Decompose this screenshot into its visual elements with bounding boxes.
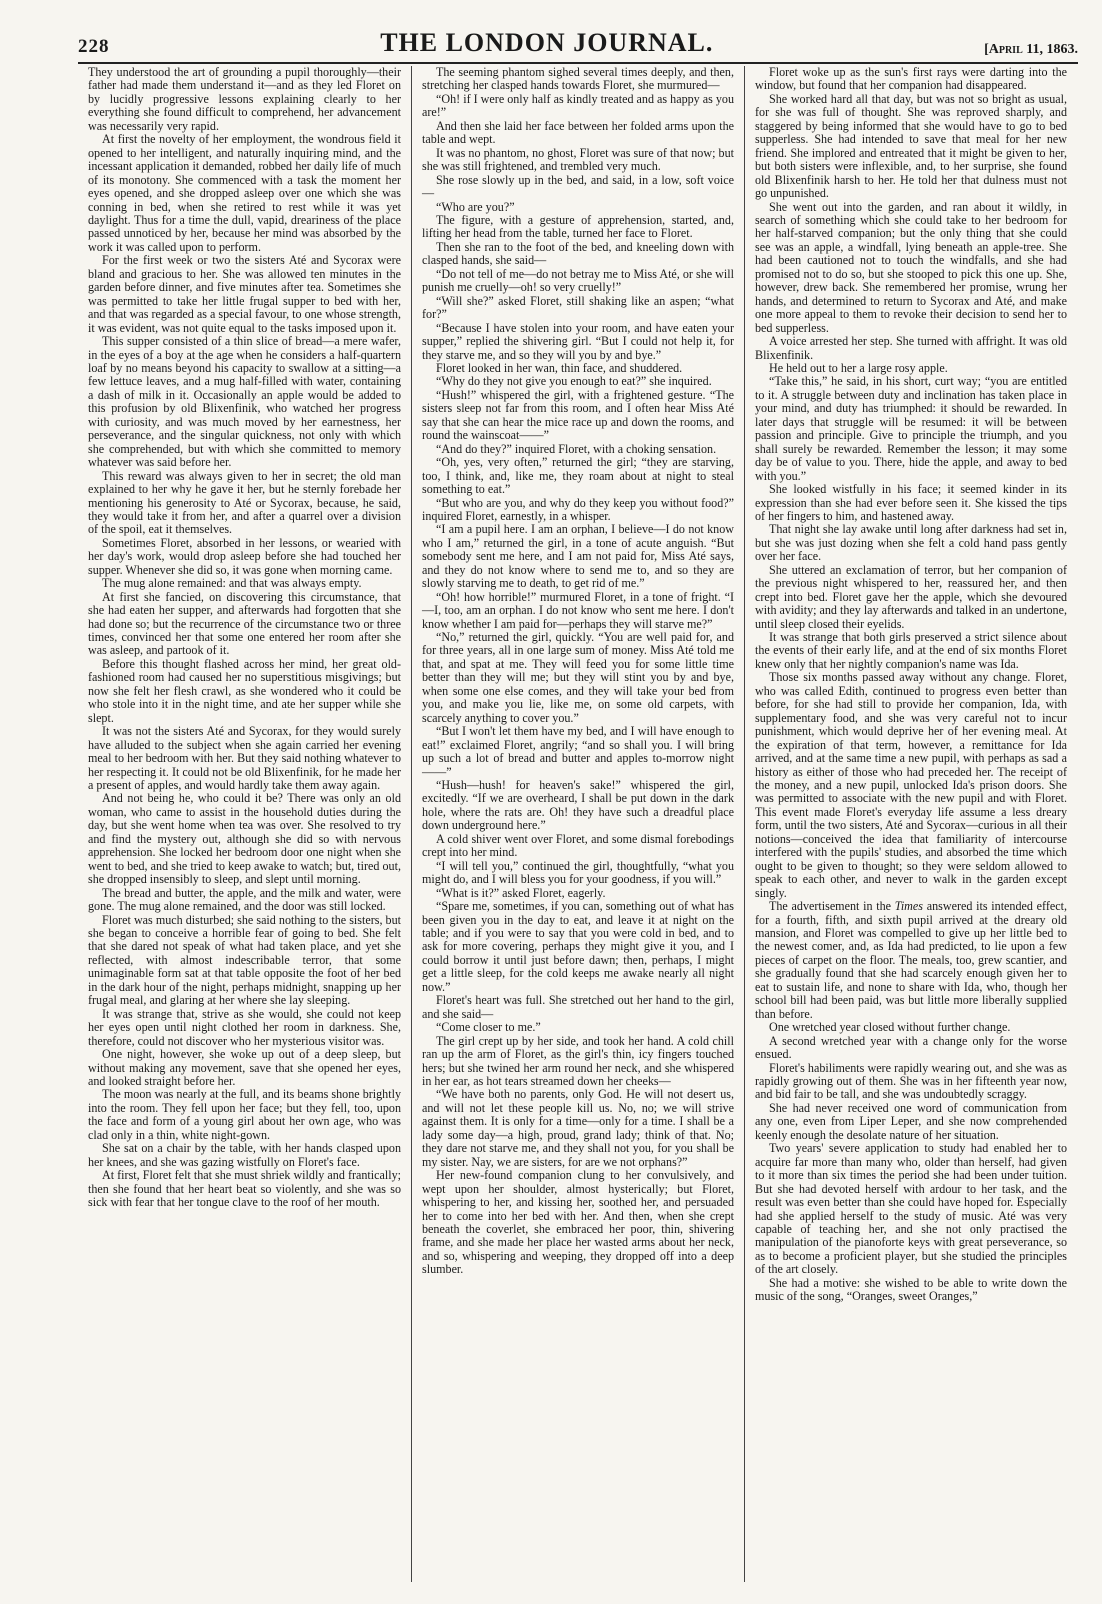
paragraph: For the first week or two the sisters Até and Sycorax were bland and gracious to her. She was allowed ten minutes in the garden before dinner, and five minutes after tea. Sometimes she was permitted to take her little frugal supper to bed with her, and that was regarded as a special favour, to one whose strength, it was evident, was not quite equal to the tasks imposed upon it. xyxy=(88,253,401,335)
paragraph: He held out to her a large rosy apple. xyxy=(769,360,948,375)
paragraph: Those six months passed away without any change. Floret, who was called Edith, continued to progress even better than before, for she had still to provide her companion, Ida, with supplementary food, and she was very careful not to incur punishment, which would deprive her of her evening meal. At the expiration of that term, however, a remittance for Ida arrived, and at the same time a new pupil, with perhaps as sad a history as either of those who had preceded her. The receipt of the money, and a new pupil, unlocked Ida's prison doors. She was permitted to associate with the new pupil and with Floret. This event made Floret's everyday life assume a less dreary form, until the two sisters, Até and Sycorax—curious in all their notions—conceived the idea that familiarity of intercourse interfered with the pupils' studies, and absorbed the time which ought to be given to thought; so they were seldom allowed to speak to each other, and never to walk in the garden except singly. xyxy=(755,670,1067,900)
journal-title: THE LONDON JOURNAL. xyxy=(380,28,714,57)
paragraph: At first, Floret felt that she must shriek wildly and frantically; then she found that her heart beat so violently, and she was so sick with fear that her tongue clave to the roof of her mouth. xyxy=(88,1168,401,1210)
paragraph: Floret's habiliments were rapidly wearing out, and she was as rapidly growing out of them. She was in her fifteenth year now, and bid fair to be tall, and she was undoubtedly scraggy. xyxy=(755,1060,1067,1102)
paragraph: A second wretched year with a change only for the worse ensued. xyxy=(755,1033,1067,1062)
paragraph: She had never received one word of communication from any one, even from Liper Leper, and she now comprehended keenly enough the desolate nature of her situation. xyxy=(755,1100,1067,1142)
paragraph: Floret was much disturbed; she said nothing to the sisters, but she began to conceive a horrible fear of going to bed. She felt that she dared not speak of what had taken place, and yet she reflected, with almost indescribable terror, that some unimaginable form sat at that table opposite the foot of her bed in the dark hour of the night, perhaps midnight, snapping up her frugal meal, and glaring at her where she lay sleeping. xyxy=(88,912,401,1008)
paragraph: “Do not tell of me—do not betray me to Miss Até, or she will punish me cruelly—oh! so very cruelly!” xyxy=(422,266,734,295)
article-columns xyxy=(78,66,1078,1582)
paragraph: She rose slowly up in the bed, and said, in a low, soft voice— xyxy=(422,172,734,201)
page-header xyxy=(78,30,1078,58)
paragraph: A voice arrested her step. She turned with affright. It was old Blixenfinik. xyxy=(755,334,1067,362)
paragraph: It was strange that both girls preserved a strict silence about the events of their early life, and at the end of six months Floret knew only that her nightly companion's name was Ida. xyxy=(755,630,1067,671)
paragraph: It was no phantom, no ghost, Floret was sure of that now; but she was still frightened, and trembled very much. xyxy=(422,145,734,174)
paragraph: “Hush—hush! for heaven's sake!” whispered the girl, excitedly. “If we are overheard, I shall be put down in the dark hole, where the rats are. Oh! they have such a dreadful place down underground here.” xyxy=(422,778,734,833)
paragraph: “Oh! if I were only half as kindly treated and as happy as you are!” xyxy=(422,91,734,120)
paragraph: “Why do they not give you enough to eat?” she inquired. xyxy=(436,374,712,389)
paragraph: At first the novelty of her employment, the wondrous field it opened to her intelligent, and naturally inquiring mind, and the incessant application it demanded, robbed her daily life of much of its monotony. She commenced with a task the moment her eyes opened, and she dropped asleep over one which she was conning in bed, when she retired to rest while it was yet daylight. Thus for a time the dull, vapid, dreariness of the place passed unnoticed by her, because her mind was absorbed by the work it was called upon to perform. xyxy=(88,132,401,254)
paragraph: They understood the art of grounding a pupil thoroughly—their father had made them understand it—and as they led Floret on by lucidly progressive lessons explaining clearly to her everything she found difficult to comprehend, her advancement was necessarily very rapid. xyxy=(88,66,401,133)
paragraph: “I am a pupil here. I am an orphan, I believe—I do not know who I am,” returned the girl, in a tone of acute anguish. “But somebody sent me here, and I am not paid for, Miss Até says, and they do not know where to send me to, and so they are slowly starving me to death, to get rid of me.” xyxy=(422,522,734,591)
paragraph: The girl crept up by her side, and took her hand. A cold chill ran up the arm of Floret, as the girl's thin, icy fingers touched hers; but she twined her arm round her neck, and she whispered in her ear, as hot tears streamed down her cheeks— xyxy=(422,1033,734,1088)
paragraph: At first she fancied, on discovering this circumstance, that she had eaten her supper, and afterwards had forgotten that she had done so; but the recurrence of the circumstance two or three times, convinced her that some one entered her room after she was asleep, and partook of it. xyxy=(88,589,401,658)
paragraph: Floret looked in her wan, thin face, and shuddered. xyxy=(436,360,683,375)
paragraph: One night, however, she woke up out of a deep sleep, but without making any movement, save that she opened her eyes, and looked straight before her. xyxy=(88,1047,401,1088)
paragraph: She looked wistfully in his face; it seemed kinder in its expression than she had ever before seen it. She kissed the tips of her fingers to him, and hastened away. xyxy=(755,482,1067,523)
header-rule xyxy=(78,62,1078,64)
paragraph: “We have both no parents, only God. He will not desert us, and will not let these people kill us. No, no; we will strive against them. It is only for a time—only for a time. I shall be a lady some day—a high, proud, grand lady; think of that. No; they dare not starve me, and they shall not you, for you shall be my sister. Nay, we are sisters, for are we not orphans?” xyxy=(422,1087,734,1169)
paragraph: Then she ran to the foot of the bed, and kneeling down with clasped hands, she said— xyxy=(422,239,734,268)
paragraph: “Will she?” asked Floret, still shaking like an aspen; “what for?” xyxy=(422,293,734,322)
paragraph: Two years' severe application to study had enabled her to acquire far more than many who, older than herself, had given to it more than six times the period she had been under tuition. But she had devoted herself with ardour to her task, and the result was even better than she could have hoped for. Especially had she applied herself to the study of music. Até was very capable of teaching her, and she not only practised the manipulation of the pianoforte keys with great perseverance, so as to become a proficient player, but she studied the principles of the art closely. xyxy=(755,1141,1067,1277)
paragraph: Floret woke up as the sun's first rays were darting into the window, but found that her companion had disappeared. xyxy=(755,66,1067,93)
paragraph: It was strange that, strive as she would, she could not keep her eyes open until night clothed her room in darkness. She, therefore, could not discover who her mysterious visitor was. xyxy=(88,1006,401,1048)
paragraph: “Take this,” he said, in his short, curt way; “you are entitled to it. A struggle between duty and inclination has taken place in your mind, and duty has triumphed: it should be rewarded. In later days that struggle will be resumed: it will be between passion and principle. Give to principle the triumph, and you shall surely be rewarded. Remember the lesson; it may some day be of value to you. There, hide the apple, and away to bed with you.” xyxy=(755,374,1067,483)
paragraph: She had a motive: she wished to be able to write down the music of the song, “Oranges, sweet Oranges,” xyxy=(755,1275,1067,1304)
paragraph: The moon was nearly at the full, and its beams shone brightly into the room. They fell upon her face; but they fell, too, upon the face and form of a young girl about her own age, who was clad only in a thin, white night-gown. xyxy=(88,1087,401,1142)
column-1 xyxy=(78,66,411,1582)
paragraph: And then she laid her face between her folded arms upon the table and wept. xyxy=(422,118,734,147)
paragraph: “Because I have stolen into your room, and have eaten your supper,” replied the shivering girl. “But I could not help it, for they starve me, and so they will you by and bye.” xyxy=(422,320,734,362)
paragraph: Before this thought flashed across her mind, her great old-fashioned room had caused her no superstitious misgivings; but now she felt her flesh crawl, as she wondered who it could be who stole into it in the night time, and ate her supper while she slept. xyxy=(88,656,401,725)
paragraph: The advertisement in the Times answered its intended effect, for a fourth, fifth, and sixth pupil arrived at the dreary old mansion, and Floret was compelled to give up her little bed to the newest comer, and, as Ida had predicted, to lie upon a few pieces of carpet on the floor. The meals, too, grew scantier, and she gradually found that she had scarcely enough given her to eat to sustain life, and none to share with Ida, who, though her school bill had been paid, was but little more liberally supplied than before. xyxy=(755,899,1067,1021)
paragraph: That night she lay awake until long after darkness had set in, but she was just dozing when she felt a cold hand pass gently over her face. xyxy=(755,522,1067,564)
paragraph: One wretched year closed without further change. xyxy=(769,1020,1011,1035)
paragraph: “Spare me, sometimes, if you can, something out of what has been given you in the day to eat, and leave it at night on the table; and if you were to say that you were cold in bed, and to ask for more covering, perhaps they might give it you, and I could borrow it until just before dawn; then, perhaps, I might get a little sleep, for the cold keeps me awake nearly all night now.” xyxy=(422,899,734,994)
paragraph: “Oh, yes, very often,” returned the girl; “they are starving, too, I think, and, like me, they roam about at night to steal something to eat.” xyxy=(422,455,734,497)
column-3 xyxy=(744,66,1077,1582)
paragraph: She sat on a chair by the table, with her hands clasped upon her knees, and she was gazing wistfully on Floret's face. xyxy=(88,1141,401,1169)
paragraph: The figure, with a gesture of apprehension, started, and, lifting her head from the table, turned her face to Floret. xyxy=(422,212,734,241)
paragraph: Sometimes Floret, absorbed in her lessons, or wearied with her day's work, would drop asleep before she had touched her supper. Whenever she did so, it was gone when morning came. xyxy=(88,535,401,577)
paragraph: She worked hard all that day, but was not so bright as usual, for she was full of thought. She was reproved sharply, and staggered by being informed that she would have to go to bed supperless. She had intended to save that meal for her new friend. She implored and entreated that it might be given to her, but both sisters were inflexible, and, to her surprise, she found old Blixenfinik harsh to her. He told her that dulness must not go unpunished. xyxy=(755,91,1067,201)
paragraph: She uttered an exclamation of terror, but her companion of the previous night whispered to her, reassured her, and then crept into bed. Floret gave her the apple, which she devoured with avidity; and they lay afterwards and talked in an undertone, until sleep closed their eyelids. xyxy=(755,562,1067,631)
paragraph: She went out into the garden, and ran about it wildly, in search of something which she could take to her bedroom for her half-starved companion; but the only thing that she could see was an apple, a windfall, lying beneath an apple-tree. She had been cautioned not to touch the windfalls, and she had promised not to do so, but she stooped to pick this one up. She, however, drew back. She remembered her promise, wrung her hands, and determined to return to Sycorax and Até, and make one more appeal to them to revoke their decision to send her to bed supperless. xyxy=(755,199,1067,335)
paragraph: “No,” returned the girl, quickly. “You are well paid for, and for three years, all in one large sum of money. Miss Até told me that, and spat at me. They will feed you for some little time better than they will me; but they will stint you by and bye, when some one else comes, and they will take your bed from you, and make you lie, like me, on some old carpets, with scarcely anything to cover you.” xyxy=(422,630,734,725)
column-2 xyxy=(411,66,744,1582)
paragraph: The mug alone remained: and that was always empty. xyxy=(102,576,362,591)
paragraph: “I will tell you,” continued the girl, thoughtfully, “what you might do, and I will bless you for your goodness, if you will.” xyxy=(422,858,734,887)
page-number: 228 xyxy=(78,36,110,57)
paragraph: “Come closer to me.” xyxy=(436,1020,541,1035)
paragraph: “What is it?” asked Floret, eagerly. xyxy=(436,885,606,900)
paragraph: “But I won't let them have my bed, and I will have enough to eat!” exclaimed Floret, angrily; “and so shall you. I will bring up such a lot of bread and butter and apples to-morrow night——” xyxy=(422,724,734,779)
paragraph: This supper consisted of a thin slice of bread—a mere wafer, in the eyes of a boy at the age when he considers a half-quartern loaf by no means beyond his capacity to swallow at a sitting—a few lettuce leaves, and a mug half-filled with water, containing a dash of milk in it. Occasionally an apple would be added to this profusion by old Blixenfinik, who watched her progress with curiosity, and was much moved by her earnestness, her perseverance, and the singular quickness, not only with which she comprehended, but with which she committed to memory whatever was said before her. xyxy=(88,334,401,470)
issue-date: [April 11, 1863. xyxy=(984,42,1078,57)
paragraph: Floret's heart was full. She stretched out her hand to the girl, and she said— xyxy=(422,993,734,1021)
paragraph: Her new-found companion clung to her convulsively, and wept upon her shoulder, almost hysterically; but Floret, whispering to her, and kissing her, soothed her, and persuaded her to come into her bed with her. And then, when she crept beneath the coverlet, she embraced her poor, thin, shivering frame, and she made her place her wasted arms about her neck, and so, whispering and weeping, they dropped off into a deep slumber. xyxy=(422,1168,734,1277)
paragraph: “Hush!” whispered the girl, with a frightened gesture. “The sisters sleep not far from this room, and I often hear Miss Até say that she can hear the mice race up and down the rooms, and round the wainscoat——” xyxy=(422,387,734,443)
paragraph: This reward was always given to her in secret; the old man explained to her why he gave it her, but he sternly forebade her mentioning his generosity to Até or Sycorax, because, he said, they would take it from her, and after a quarrel over a division of the spoil, eat it themselves. xyxy=(88,468,401,537)
paragraph: “Oh! how horrible!” murmured Floret, in a tone of fright. “I—I, too, am an orphan. I do not know who sent me here. I don't know whether I am paid for—perhaps they will starve me?” xyxy=(422,589,734,631)
paragraph: “But who are you, and why do they keep you without food?” inquired Floret, earnestly, in a whisper. xyxy=(422,495,734,523)
paragraph: The seeming phantom sighed several times deeply, and then, stretching her clasped hands towards Floret, she murmured— xyxy=(422,66,734,93)
paragraph: “And do they?” inquired Floret, with a choking sensation. xyxy=(436,441,717,456)
paragraph: A cold shiver went over Floret, and some dismal forebodings crept into her mind. xyxy=(422,831,734,860)
paragraph: It was not the sisters Até and Sycorax, for they would surely have alluded to the subject when she again carried her evening meal to her bedroom with her. But they said nothing whatever to her respecting it. It could not be old Blixenfinik, for he made her a present of apples, and would hardly take them away again. xyxy=(88,724,402,793)
paragraph: And not being he, who could it be? There was only an old woman, who came to assist in the household duties during the day, but she went home when tea was over. She resolved to try and find the mystery out, although she did so with nervous apprehension. She locked her bedroom door one night when she went to bed, and she tried to keep awake to watch; but, tired out, she dropped insensibly to sleep, and slept until morning. xyxy=(88,791,401,887)
paragraph: “Who are you?” xyxy=(436,199,515,214)
paragraph: The bread and butter, the apple, and the milk and water, were gone. The mug alone remained, and the door was still locked. xyxy=(88,885,401,914)
